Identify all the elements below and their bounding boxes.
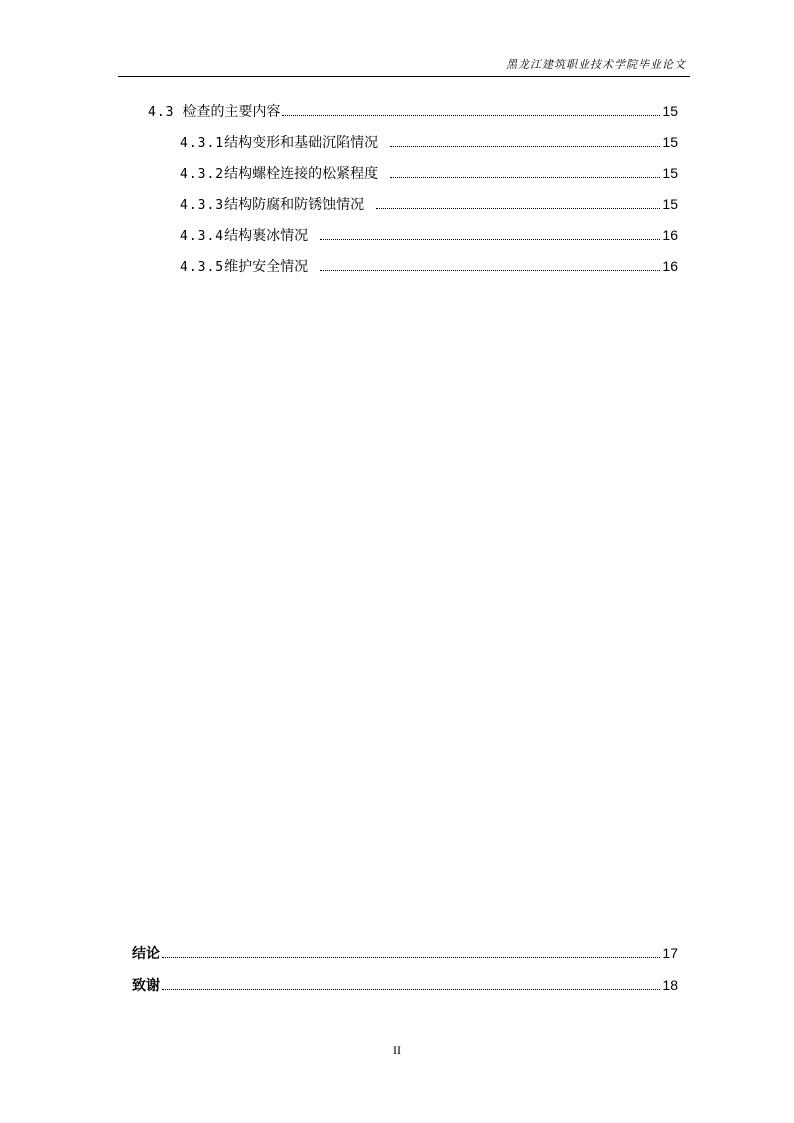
toc-dot-leader [320,238,660,240]
toc-dot-leader [282,114,660,116]
toc-entry-4-3-1[interactable] [180,132,678,152]
toc-page-number: 15 [662,196,678,212]
toc-page-number: 16 [662,227,678,243]
toc-entry-number: 4.3.5 [180,260,225,275]
toc-entry-title: 结构螺栓连接的松紧程度 [224,166,379,182]
header-title: 黑龙江建筑职业技术学院毕业论文 [506,58,686,71]
toc-entry-title: 结论 [132,946,160,962]
toc-entry-number: 4.3.4 [180,229,225,244]
toc-page-number: 15 [662,165,678,181]
toc-dot-leader [376,207,660,209]
toc-page-number: 15 [662,134,678,150]
toc-entry-acknowledgement[interactable] [132,975,678,995]
toc-page-number: 17 [662,945,678,961]
toc-dot-leader [390,145,660,147]
toc-entry-title: 检查的主要内容 [182,104,281,120]
toc-entry-number: 4.3.1 [180,136,225,151]
toc-entry-4-3[interactable] [148,101,678,121]
toc-page-number: 18 [662,977,678,993]
toc-entry-4-3-2[interactable] [180,163,678,183]
toc-dot-leader [320,269,660,271]
toc-dot-leader [390,176,660,178]
toc-entry-4-3-5[interactable] [180,256,678,276]
toc-entry-4-3-3[interactable] [180,194,678,214]
toc-entry-title: 结构变形和基础沉陷情况 [224,135,379,151]
toc-entry-number: 4.3.2 [180,167,225,182]
toc-entry-4-3-4[interactable] [180,225,678,245]
toc-entry-title: 致谢 [132,978,160,994]
toc-entry-number: 4.3 [148,105,175,120]
toc-entry-title: 结构防腐和防锈蚀情况 [224,197,365,213]
toc-entry-conclusion[interactable] [132,943,678,963]
header-divider [118,76,690,77]
toc-entry-title: 维护安全情况 [224,259,309,275]
toc-entry-number: 4.3.3 [180,198,225,213]
toc-page-number: 15 [662,103,678,119]
toc-dot-leader [162,988,660,990]
toc-entry-title: 结构裹冰情况 [224,228,309,244]
toc-dot-leader [162,956,660,958]
footer-page-number: II [393,1043,401,1057]
toc-page-number: 16 [662,258,678,274]
